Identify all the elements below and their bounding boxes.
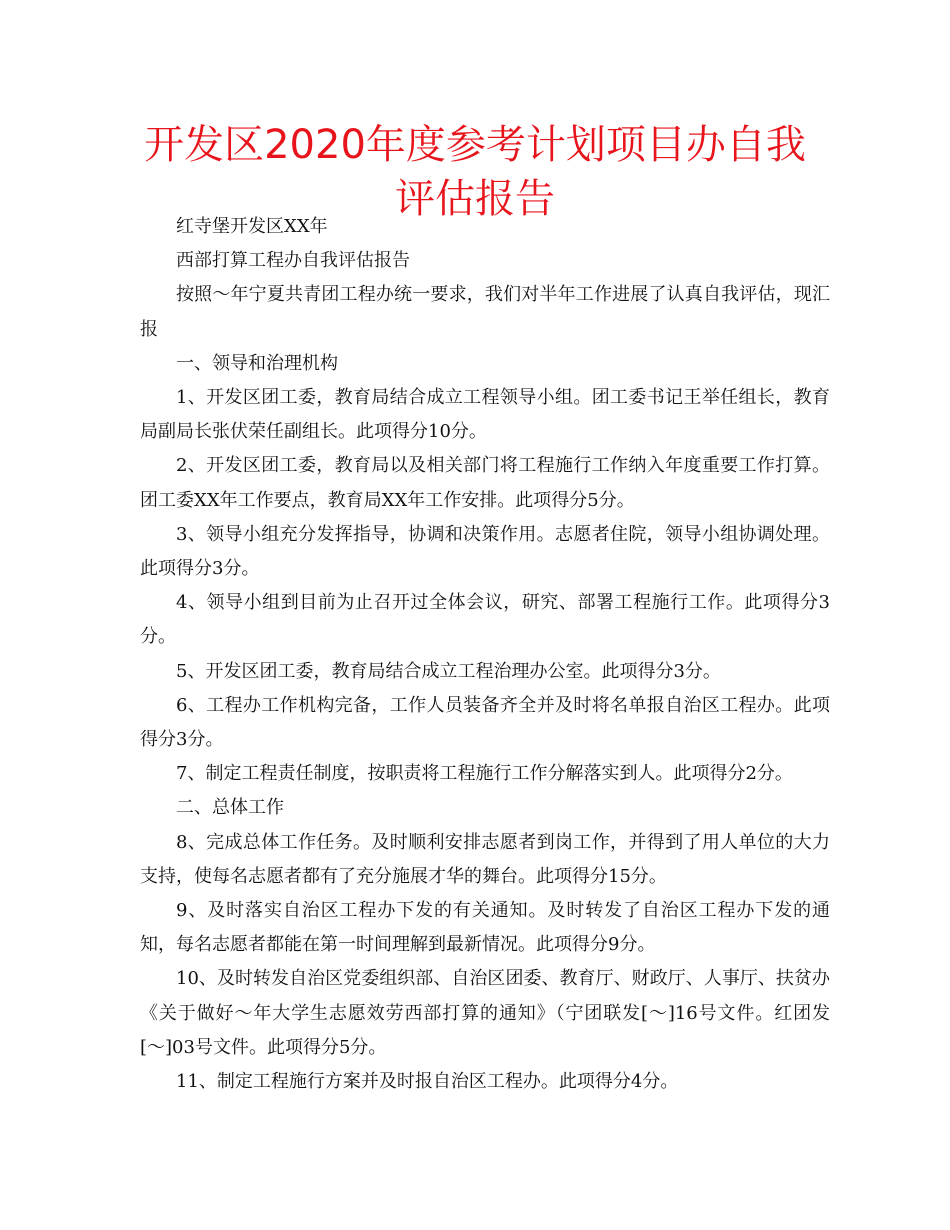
paragraph-item: 9、及时落实自治区工程办下发的有关通知。及时转发了自治区工程办下发的通知，每名志愿者都能在第一时间理解到最新情况。此项得分9分。 [140,900,830,956]
paragraph-report-name: 西部打算工程办自我评估报告 [176,250,410,272]
paragraph-item: 7、制定工程责任制度，按职责将工程施行工作分解落实到人。此项得分2分。 [176,763,793,785]
document-body [140,210,830,1099]
paragraph-item: 2、开发区团工委，教育局以及相关部门将工程施行工作纳入年度重要工作打算。团工委XX年工作要点，教育局XX年工作安排。此项得分5分。 [140,455,830,511]
paragraph-item: 3、领导小组充分发挥指导，协调和决策作用。志愿者住院，领导小组协调处理。此项得分3分。 [140,523,830,580]
paragraph-org: 红寺堡开发区XX年 [176,216,328,237]
section-heading-leadership: 一、领导和治理机构 [176,352,338,374]
paragraph-item: 6、工程办工作机构完备，工作人员装备齐全并及时将名单报自治区工程办。此项得分3分。 [140,694,830,751]
paragraph-item: 4、领导小组到目前为止召开过全体会议，研究、部署工程施行工作。此项得分3分。 [140,592,830,648]
paragraph-intro: 按照～年宁夏共青团工程办统一要求，我们对半年工作进展了认真自我评估，现汇报 [140,284,830,340]
paragraph-item: 10、及时转发自治区党委组织部、自治区团委、教育厅、财政厅、人事厅、扶贫办《关于做好～年大学生志愿效劳西部打算的通知》（宁团联发[～]16号文件。红团发[～]03号文件。此项得分5分。 [140,968,830,1058]
document-title: 开发区2020年度参考计划项目办自我评估报告 [144,122,806,222]
section-heading-overall: 二、总体工作 [176,797,284,819]
paragraph-item: 8、完成总体工作任务。及时顺利安排志愿者到岗工作，并得到了用人单位的大力支持，使每名志愿者都有了充分施展才华的舞台。此项得分15分。 [140,831,830,887]
paragraph-item: 11、制定工程施行方案并及时报自治区工程办。此项得分4分。 [176,1071,679,1093]
paragraph-item: 1、开发区团工委，教育局结合成立工程领导小组。团工委书记王举任组长，教育局副局长张伏荣任副组长。此项得分10分。 [140,387,830,443]
paragraph-item: 5、开发区团工委，教育局结合成立工程治理办公室。此项得分3分。 [176,660,721,682]
